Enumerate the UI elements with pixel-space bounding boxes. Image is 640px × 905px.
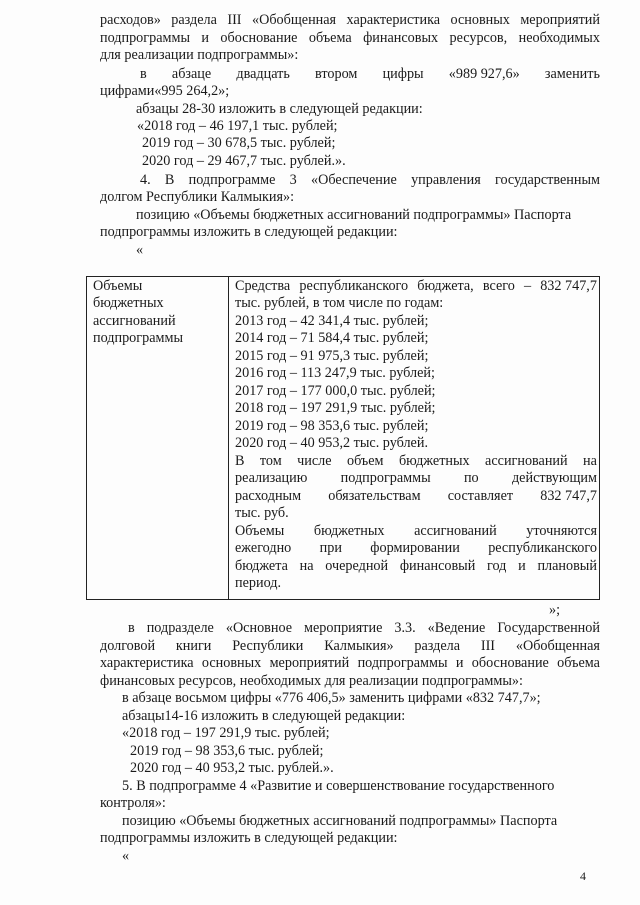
word: в (128, 620, 135, 636)
word: 3 (289, 172, 297, 188)
word: В (235, 453, 245, 469)
word: расходов» (100, 12, 161, 28)
word: бюджета (235, 558, 288, 574)
open-quote: « (136, 242, 144, 258)
paragraph-line (100, 12, 600, 29)
word: книги (175, 638, 212, 654)
page-number: 4 (580, 869, 586, 883)
word: бюджетных (398, 453, 470, 469)
word: при (319, 540, 342, 556)
word: «Ведение (427, 620, 486, 636)
paragraph-line: цифрами«995 264,2»; (100, 83, 230, 99)
paragraph-line: абзацы14-16 изложить в следующей редакции: (122, 708, 406, 724)
word: в (140, 66, 147, 82)
word: и (201, 30, 209, 46)
word: формировании (370, 540, 460, 556)
paragraph-line: финансовых ресурсов, необходимых для реализации подпрограммы»: (100, 673, 523, 689)
year-line: 2020 год – 40 953,2 тыс. рублей.». (130, 760, 334, 776)
section-heading-line: 5. В подпрограмме 4 «Развитие и совершенствование государственного (122, 778, 555, 794)
word: ресурсов, (449, 30, 508, 46)
word: 3.3. (394, 620, 416, 636)
value-line (235, 523, 597, 540)
word: «989 927,6» (448, 66, 520, 82)
word: «Обобщенная (251, 12, 337, 28)
label-line: подпрограммы (93, 330, 183, 346)
year-line: 2014 год – 71 584,4 тыс. рублей; (235, 330, 429, 346)
year-line: 2019 год – 30 678,5 тыс. рублей; (142, 135, 336, 151)
paragraph-line: абзацы 28-30 изложить в следующей редакции: (136, 101, 423, 117)
label-line: Объемы (93, 278, 143, 294)
word: ежегодно (235, 540, 292, 556)
word: 832 747,7 (540, 278, 597, 294)
section-heading-line (140, 172, 600, 189)
word: числе (297, 453, 332, 469)
word: том (259, 453, 282, 469)
word: долговой (100, 638, 156, 654)
word: подпрограмме (188, 172, 276, 188)
year-line: «2018 год – 46 197,1 тыс. рублей; (137, 118, 338, 134)
value-line (235, 540, 597, 557)
word: на (299, 558, 314, 574)
word: Республики (232, 638, 304, 654)
year-line: 2019 год – 98 353,6 тыс. рублей; (235, 418, 429, 434)
paragraph-line (128, 620, 600, 637)
word: реализацию (235, 470, 308, 486)
value-line (235, 470, 597, 487)
word: составляет (447, 488, 514, 504)
word: – (523, 278, 532, 294)
word: ассигнований (485, 453, 568, 469)
word: ассигнований (414, 523, 497, 539)
paragraph-line (100, 655, 600, 672)
word: мероприятий (269, 655, 350, 671)
word: мероприятие (304, 620, 383, 636)
word: абзаце (171, 66, 212, 82)
word: втором (315, 66, 358, 82)
word: государственным (495, 172, 600, 188)
word: финансовый (399, 558, 476, 574)
year-line: 2015 год – 91 975,3 тыс. рублей; (235, 348, 429, 364)
word: объема (308, 30, 352, 46)
value-line: тыс. рублей, в том числе по годам: (235, 295, 444, 311)
year-line: 2016 год – 113 247,9 тыс. рублей; (235, 365, 435, 381)
word: Калмыкия» (324, 638, 394, 654)
label-line: бюджетных (93, 295, 164, 311)
word: мероприятий (520, 12, 600, 28)
word: плановый (537, 558, 597, 574)
close-quote: »; (549, 602, 561, 618)
word: управления (411, 172, 481, 188)
word: В (164, 172, 175, 188)
section-heading-line: контроля»: (100, 795, 166, 811)
word: обоснование (220, 30, 298, 46)
word: основных (450, 12, 510, 28)
table-label-cell (87, 277, 229, 599)
paragraph-line: в абзаце восьмом цифры «776 406,5» заменить цифрами «832 747,7»; (122, 690, 541, 706)
word: финансовых (363, 30, 439, 46)
budget-table (86, 276, 600, 600)
word: объема (557, 655, 600, 671)
word: подпрограммы (357, 655, 448, 671)
word: бюджетных (313, 523, 385, 539)
word: основных (201, 655, 262, 671)
label-line: ассигнований (93, 313, 176, 329)
word: III (480, 638, 496, 654)
value-line (235, 488, 597, 505)
word: подпрограммы (100, 30, 190, 46)
word: раздела (171, 12, 217, 28)
word: подпрограммы (340, 470, 431, 486)
word: цифры (382, 66, 424, 82)
word: обоснование (471, 655, 549, 671)
word: объем (346, 453, 384, 469)
paragraph-line (100, 638, 600, 655)
word: характеристика (100, 655, 194, 671)
year-line: 2019 год – 98 353,6 тыс. рублей; (130, 743, 324, 759)
word: «Обеспечение (311, 172, 397, 188)
word: подразделе (146, 620, 214, 636)
word: действующим (511, 470, 597, 486)
value-line: период. (235, 575, 282, 591)
word: республиканского (488, 540, 597, 556)
word: очередной (325, 558, 389, 574)
year-line: 2020 год – 29 467,7 тыс. рублей.». (142, 153, 346, 169)
paragraph-line (100, 30, 600, 47)
word: характеристика (346, 12, 441, 28)
paragraph-line: для реализации подпрограммы»: (100, 47, 299, 63)
year-line: «2018 год – 197 291,9 тыс. рублей; (122, 725, 330, 741)
value-line (235, 558, 597, 575)
paragraph-line: позицию «Объемы бюджетных ассигнований подпрограммы» Паспорта (136, 207, 572, 223)
word: по (463, 470, 479, 486)
year-line: 2017 год – 177 000,0 тыс. рублей; (235, 383, 436, 399)
word: Средства (235, 278, 291, 294)
word: «Обобщенная (515, 638, 600, 654)
word: Государственной (497, 620, 600, 636)
word: Объемы (235, 523, 285, 539)
open-quote: « (122, 848, 130, 864)
word: и (455, 655, 464, 671)
paragraph-line: подпрограммы изложить в следующей редакции: (100, 830, 398, 846)
word: бюджета, (417, 278, 474, 294)
value-line (235, 453, 597, 470)
word: заменить (544, 66, 600, 82)
word: 832 747,7 (540, 488, 597, 504)
word: год (487, 558, 507, 574)
paragraph-line: позицию «Объемы бюджетных ассигнований подпрограммы» Паспорта (122, 813, 558, 829)
word: обязательствам (328, 488, 421, 504)
word: и (518, 558, 526, 574)
year-line: 2020 год – 40 953,2 тыс. рублей. (235, 435, 428, 451)
word: раздела (414, 638, 461, 654)
word: «Основное (225, 620, 293, 636)
word: III (227, 12, 242, 28)
year-line: 2013 год – 42 341,4 тыс. рублей; (235, 313, 429, 329)
value-line: тыс. руб. (235, 505, 289, 521)
word: необходимых (518, 30, 600, 46)
word: всего (482, 278, 515, 294)
word: расходным (235, 488, 302, 504)
word: 4. (140, 172, 151, 188)
word: на (583, 453, 597, 469)
section-heading-line: долгом Республики Калмыкия»: (100, 189, 295, 205)
word: двадцать (236, 66, 290, 82)
year-line: 2018 год – 197 291,9 тыс. рублей; (235, 400, 436, 416)
paragraph-line (140, 66, 600, 83)
word: республиканского (299, 278, 409, 294)
paragraph-line: подпрограммы изложить в следующей редакции: (100, 224, 398, 240)
word: уточняются (526, 523, 597, 539)
value-line (235, 278, 597, 295)
